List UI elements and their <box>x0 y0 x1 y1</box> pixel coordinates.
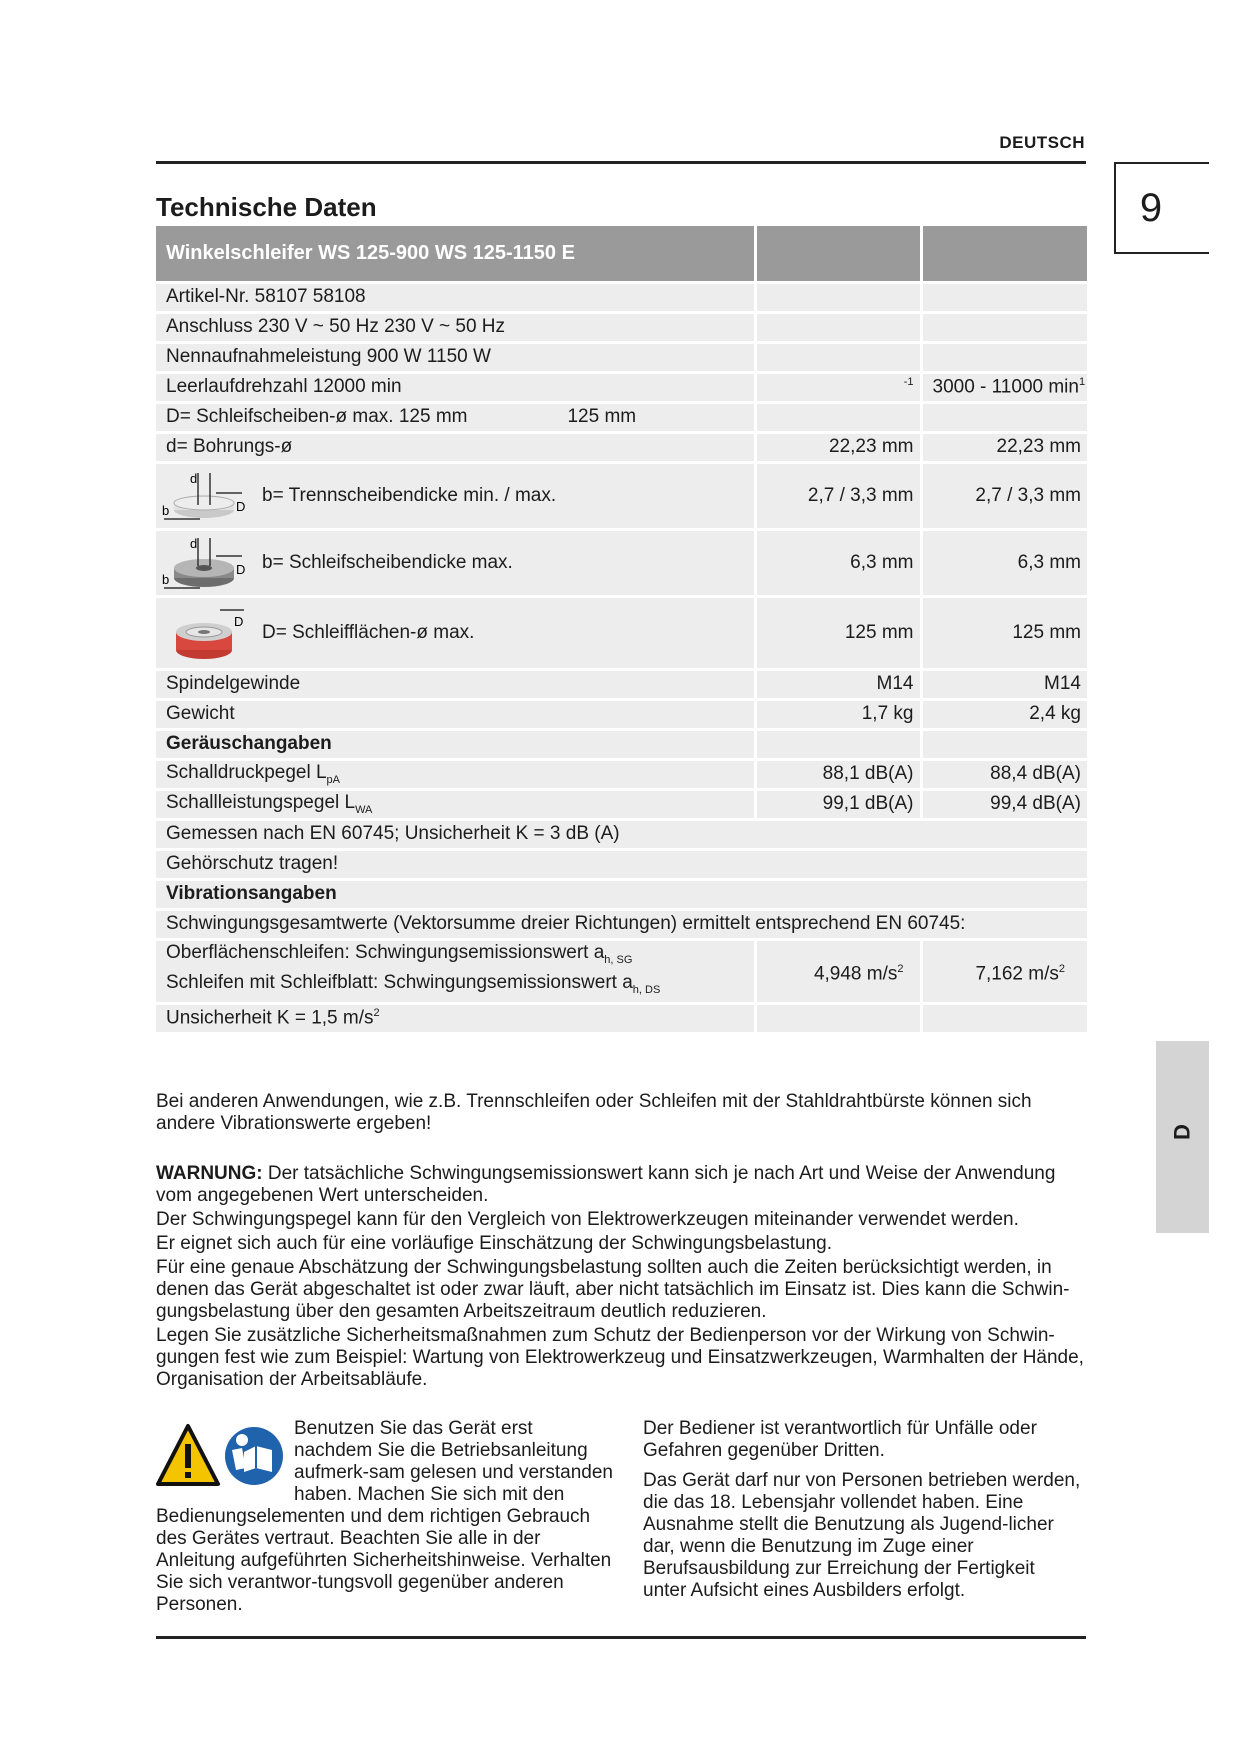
svg-text:d: d <box>190 470 198 486</box>
safety-left-column <box>156 1418 616 1616</box>
spec-table <box>156 226 1087 1035</box>
language-side-tab <box>1156 1041 1209 1233</box>
section-heading: Geräuschangaben <box>156 729 755 759</box>
row-value-1: 88,1 dB(A) <box>755 759 921 789</box>
table-row <box>156 432 1087 462</box>
bottom-rule <box>156 1636 1086 1639</box>
cutting-disc-diagram-icon <box>160 465 248 527</box>
row-label: Gewicht <box>156 699 755 729</box>
svg-text:b: b <box>162 502 170 518</box>
row-value-1: 125 mm <box>755 596 921 669</box>
read-manual-icon <box>225 1427 283 1485</box>
row-label: Oberflächenschleifen: Schwingungsemissionswert $a_{h, SG}$ Schleifen mit Schleifblatt: Schwingungsemissionswert $a_{h, DS}$ <box>156 939 755 1004</box>
table-row <box>156 529 1087 596</box>
safety-right-column <box>643 1418 1083 1610</box>
row-value-1: 1,7 kg <box>755 699 921 729</box>
table-row <box>156 909 1087 939</box>
row-value-1: 99,1 dB(A) <box>755 789 921 819</box>
row-value-1: 4,948 $m/s^2$ <box>755 939 921 1004</box>
row-value-1: 6,3 mm <box>755 529 921 596</box>
warning-label: WARNUNG: <box>156 1163 263 1184</box>
table-row <box>156 372 1087 402</box>
superscript: -1 <box>903 375 914 388</box>
row-label: Artikel-Nr. 58107 58108 <box>156 282 755 312</box>
row-label: Spindelgewinde <box>156 669 755 699</box>
language-label: DEUTSCH <box>999 133 1085 152</box>
svg-text:D: D <box>236 498 246 514</box>
row-label: D D= Schleifflächen-ø max. <box>156 596 755 669</box>
table-row <box>156 699 1087 729</box>
row-label: Schalldruckpegel $L_{pA}$ <box>156 759 755 789</box>
inline-value: 125 mm <box>567 406 637 427</box>
row-label: Anschluss 230 V ~ 50 Hz 230 V ~ 50 Hz <box>156 312 755 342</box>
table-row <box>156 402 1087 432</box>
paragraph: Er eignet sich auch für eine vorläufige Einschätzung der Schwingungsbelastung. <box>156 1233 832 1254</box>
row-label: d D b b= Schleifscheibendicke max. <box>156 529 755 596</box>
top-rule <box>156 161 1086 164</box>
row-label: Unsicherheit K = 1,5 $m/s^2$ <box>156 1004 755 1034</box>
row-label: d= Bohrungs-ø <box>156 432 755 462</box>
row-value-1: 2,7 / 3,3 mm <box>755 462 921 529</box>
row-value-2: 7,162 $m/s^2$ <box>921 939 1087 1004</box>
table-row <box>156 342 1087 372</box>
row-label: D= Schleifscheiben-ø max. 125 mm 125 mm <box>156 402 755 432</box>
section-heading: Vibrationsangaben <box>156 879 1087 909</box>
row-value-2: 99,4 dB(A) <box>921 789 1087 819</box>
row-label: d D b b= Trennscheibendicke min. / max. <box>156 462 755 529</box>
row-value-2: 22,23 mm <box>921 432 1087 462</box>
vibration-note: Bei anderen Anwendungen, wie z.B. Trennschleifen oder Schleifen mit der Stahldrahtbürste können sich andere Vibrationswerte ergeben! <box>156 1091 1032 1134</box>
warning-block <box>156 1163 1091 1391</box>
table-row <box>156 282 1087 312</box>
paragraph: Der Bediener ist verantwortlich für Unfälle oder Gefahren gegenüber Dritten. <box>643 1418 1037 1461</box>
table-header: Winkelschleifer WS 125-900 WS 125-1150 E <box>156 226 755 282</box>
row-value-2: 3000 - 11000 $\min^1$ <box>921 372 1087 402</box>
svg-text:D: D <box>234 613 244 629</box>
row-value-2: 125 mm <box>921 596 1087 669</box>
svg-text:d: d <box>190 535 198 551</box>
warning-paragraph: WARNUNG: Der tatsächliche Schwingungsemissionswert kann sich je nach Art und Weise der Anwendung vom angegebenen Wert unterscheiden. <box>156 1163 1056 1206</box>
table-row <box>156 669 1087 699</box>
paragraph: Das Gerät darf nur von Personen betrieben werden, die das 18. Lebensjahr vollendet haben. Eine Ausnahme stellt die Benutzung als Jugend-licher dar, wenn die Benutzung im Zuge einer Berufsausbildung zur Erreichung der Fertigkeit unter Aufsicht eines Ausbilders erfolgt. <box>643 1470 1081 1601</box>
row-value-2: 88,4 dB(A) <box>921 759 1087 789</box>
table-row <box>156 462 1087 529</box>
row-value-2: 2,7 / 3,3 mm <box>921 462 1087 529</box>
warning-icons <box>156 1422 284 1490</box>
svg-text:D: D <box>236 561 246 577</box>
section-row <box>156 729 1087 759</box>
table-row <box>156 759 1087 789</box>
table-row <box>156 312 1087 342</box>
row-label: Schallleistungspegel $L_{WA}$ <box>156 789 755 819</box>
table-row <box>156 1004 1087 1034</box>
row-label: Nennaufnahmeleistung 900 W 1150 W <box>156 342 755 372</box>
section-title: Technische Daten <box>156 192 377 222</box>
page-number-box <box>1114 162 1209 254</box>
row-value-2: 6,3 mm <box>921 529 1087 596</box>
table-row <box>156 939 1087 1004</box>
svg-text:b: b <box>162 571 170 587</box>
row-label: Leerlaufdrehzahl 12000 min <box>156 372 755 402</box>
grinding-disc-diagram-icon <box>160 532 248 594</box>
row-value-1: M14 <box>755 669 921 699</box>
paragraph: Für eine genaue Abschätzung der Schwingungsbelastung sollten auch die Zeiten berücksichtigt werden, in denen das Gerät abgeschaltet ist oder zwar läuft, aber nicht tatsächlich im Einsatz ist. Dies kann die Schwin-gungsbelastung über den gesamten Arbeitszeitraum deutlich reduzieren. <box>156 1257 1070 1322</box>
row-value-1 <box>755 372 921 402</box>
table-header-row <box>156 226 1087 282</box>
sanding-pad-diagram-icon <box>160 602 248 664</box>
page-number: 9 <box>1139 186 1163 230</box>
section-row <box>156 879 1087 909</box>
row-label: Gemessen nach EN 60745; Unsicherheit K = 3 dB (A) <box>156 819 1087 849</box>
row-label: Gehörschutz tragen! <box>156 849 1087 879</box>
table-row <box>156 849 1087 879</box>
safety-instruction-text: Benutzen Sie das Gerät erst nachdem Sie die Betriebsanleitung aufmerk-sam gelesen und verstanden haben. Machen Sie sich mit den Bedienungselementen und dem richtigen Gebrauch des Gerätes vertraut. Beachten Sie alle in der Anleitung aufgeführten Sicherheitshinweise. Verhalten Sie sich verantwor-tungsvoll gegenüber anderen Personen. <box>156 1418 613 1615</box>
paragraph: Legen Sie zusätzliche Sicherheitsmaßnahmen zum Schutz der Bedienperson vor der Wirkung von Schwin-gungen fest wie zum Beispiel: Wartung von Elektrowerkzeug und Einsatzwerkzeugen, Warmhalten der Hände, Organisation der Arbeitsabläufe. <box>156 1325 1084 1390</box>
warning-triangle-icon <box>158 1426 218 1484</box>
paragraph: Der Schwingungspegel kann für den Vergleich von Elektrowerkzeugen miteinander verwendet werden. <box>156 1209 1019 1230</box>
table-row <box>156 596 1087 669</box>
side-tab-label: D <box>1169 1124 1195 1140</box>
row-label: Schwingungsgesamtwerte (Vektorsumme dreier Richtungen) ermittelt entsprechend EN 60745: <box>156 909 1087 939</box>
row-value-1: 22,23 mm <box>755 432 921 462</box>
table-row <box>156 789 1087 819</box>
row-value-2: M14 <box>921 669 1087 699</box>
row-value-2: 2,4 kg <box>921 699 1087 729</box>
table-row <box>156 819 1087 849</box>
